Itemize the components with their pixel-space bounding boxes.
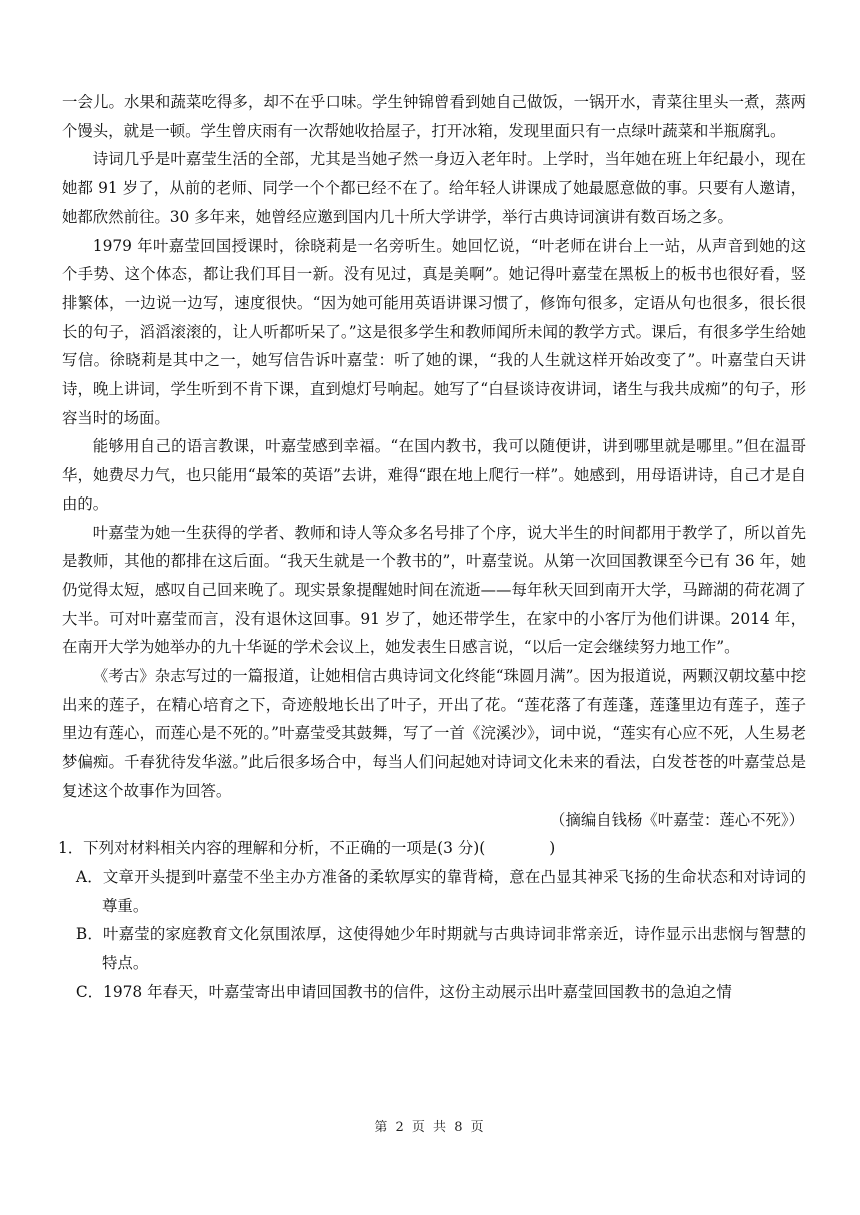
page-content — [58, 88, 806, 1007]
paragraph-1: 一会儿。水果和蔬菜吃得多，却不在乎口味。学生钟锦曾看到她自己做饭，一锅开水，青菜往里头一煮，蒸两个馒头，就是一顿。学生曾庆雨有一次帮她收拾屋子，打开冰箱，发现里面只有一点绿叶蔬菜和半瓶腐乳。 — [62, 93, 806, 140]
option-b: B．叶嘉莹的家庭教育文化氛围浓厚，这使得她少年时期就与古典诗词非常亲近，诗作显示出悲悯与智慧的特点。 — [75, 925, 806, 973]
option-a: A．文章开头提到叶嘉莹不坐主办方准备的柔软厚实的靠背椅，意在凸显其神采飞扬的生命状态和对诗词的尊重。 — [75, 867, 806, 915]
article-source: （摘编自钱杨《叶嘉莹：莲心不死》） — [550, 810, 804, 829]
paragraph-2: 诗词几乎是叶嘉莹生活的全部，尤其是当她孑然一身迈入老年时。上学时，当年她在班上年纪最小，现在她都 91 岁了，从前的老师、同学一个个都已经不在了。给年轻人讲课成了她最愿意做的事。只要有人邀请，她都欣然前往。30 多年来，她曾经应邀到国内几十所大学讲学，举行古典诗词演讲有数百场之多。 — [62, 150, 806, 226]
paragraph-3: 1979 年叶嘉莹回国授课时，徐晓莉是一名旁听生。她回忆说，“叶老师在讲台上一站，从声音到她的这个手势、这个体态，都让我们耳目一新。没有见过，真是美啊”。她记得叶嘉莹在黑板上的板书也很好看，竖排繁体，一边说一边写，速度很快。“因为她可能用英语讲课习惯了，修饰句很多，定语从句也很多，很长很长的句子，滔滔滚滚的，让人听都听呆了。”这是很多学生和教师闻所未闻的教学方式。课后，有很多学生给她写信。徐晓莉是其中之一，她写信告诉叶嘉莹：听了她的课，“我的人生就这样开始改变了”。叶嘉莹白天讲诗，晚上讲词，学生听到不肯下课，直到熄灯号响起。她写了“白昼谈诗夜讲词，诸生与我共成痴”的句子，形容当时的场面。 — [62, 236, 806, 427]
answer-paren-open: ( — [479, 839, 486, 858]
paragraph-5: 叶嘉莹为她一生获得的学者、教师和诗人等众多名号排了个序，说大半生的时间都用于教学了，所以首先是教师，其他的都排在这后面。“我天生就是一个教书的”，叶嘉莹说。从第一次回国教课至今已有 36 年，她仍觉得太短，感叹自己回来晚了。现实景象提醒她时间在流逝——每年秋天回到南开大学，马蹄湖的荷花凋了大半。可对叶嘉莹而言，没有退休这回事。91 岁了，她还带学生，在家中的小客厅为他们讲课。2014 年，在南开大学为她举办的九十华诞的学术会议上，她发表生日感言说，“以后一定会继续努力地工作”。 — [62, 523, 806, 657]
page-footer: 第 2 页 共 8 页 — [374, 1120, 486, 1135]
option-c: C．1978 年春天，叶嘉莹寄出申请回国教书的信件，这份主动展示出叶嘉莹回国教书的急迫之情 — [75, 982, 732, 1001]
question-text: 1．下列对材料相关内容的理解和分析，不正确的一项是(3 分) — [58, 839, 480, 858]
question-stem — [58, 834, 806, 863]
paragraph-6: 《考古》杂志写过的一篇报道，让她相信古典诗词文化终能“珠圆月满”。因为报道说，两颗汉朝坟墓中挖出来的莲子，在精心培育之下，奇迹般地长出了叶子，开出了花。“莲花落了有莲蓬，莲蓬里边有莲子，莲子里边有莲心，而莲心是不死的。”叶嘉莹受其鼓舞，写了一首《浣溪沙》，词中说，“莲实有心应不死，人生易老梦偏痴。千春犹待发华滋。”此后很多场合中，每当人们问起她对诗词文化未来的看法，白发苍苍的叶嘉莹总是复述这个故事作为回答。 — [62, 667, 806, 800]
paragraph-4: 能够用自己的语言教课，叶嘉莹感到幸福。“在国内教书，我可以随便讲，讲到哪里就是哪里。”但在温哥华，她费尽力气，也只能用“最笨的英语”去讲，难得“跟在地上爬行一样”。她感到，用母语讲诗，自己才是自由的。 — [62, 437, 806, 513]
answer-paren-close: ) — [549, 839, 556, 858]
